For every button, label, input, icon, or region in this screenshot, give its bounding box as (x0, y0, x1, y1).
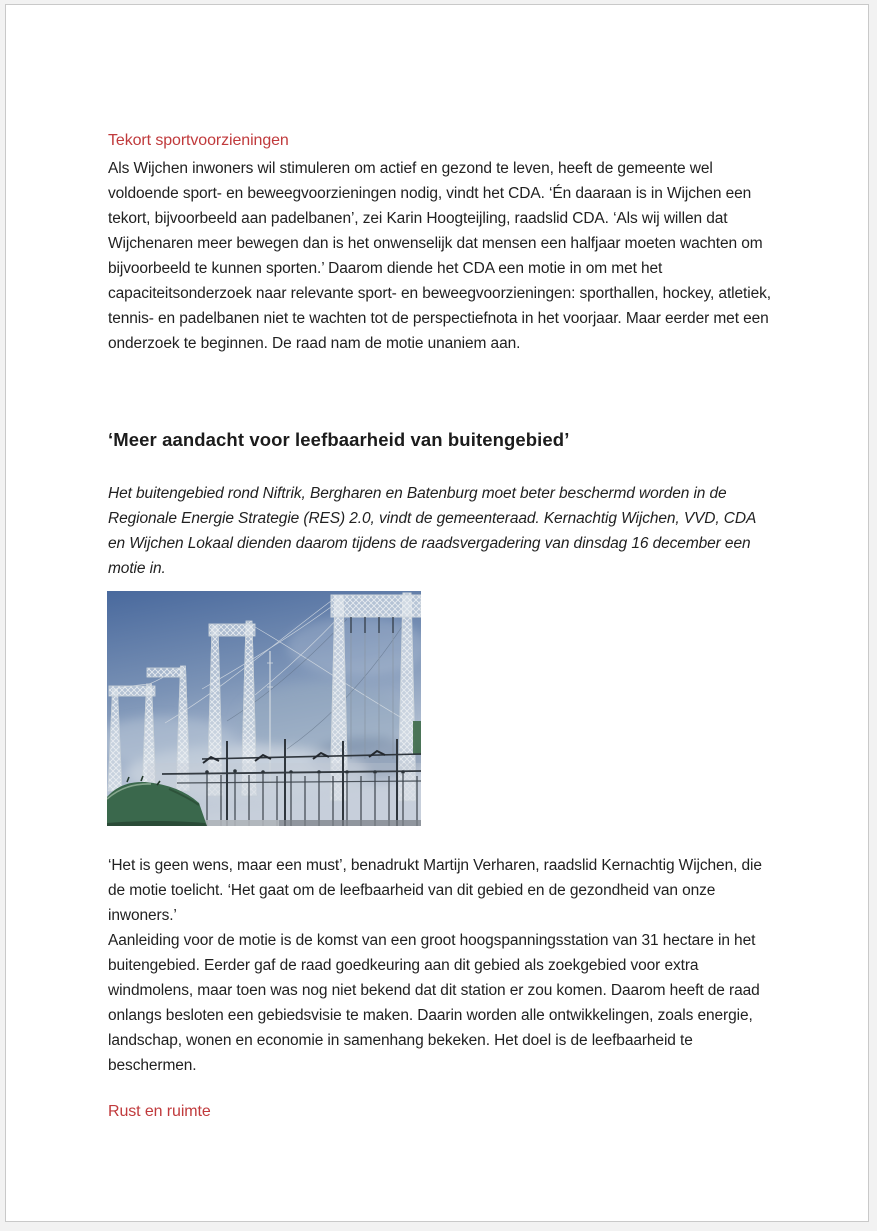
section-heading-tekort-sportvoorzieningen: Tekort sportvoorzieningen (108, 132, 289, 149)
paragraph-quote-verharen: ‘Het is geen wens, maar een must’, benadrukt Martijn Verharen, raadslid Kernachtig Wijchen, die de motie toelicht. ‘Het gaat om de leefbaarheid van dit gebied en de gezondheid van onze inwoners.’ (108, 857, 762, 924)
section-heading-rust-en-ruimte: Rust en ruimte (108, 1103, 211, 1120)
lede-buitengebied: Het buitengebied rond Niftrik, Bergharen en Batenburg moet beter beschermd worden in de Regionale Energie Strategie (RES) 2.0, vindt de gemeenteraad. Kernachtig Wijchen, VVD, CDA en Wijchen Lokaal dienden daarom tijdens de raadsvergadering van dinsdag 16 december een motie in. (108, 485, 756, 577)
paragraph-motie-aanleiding: Aanleiding voor de motie is de komst van een groot hoogspanningsstation van 31 hectare in het buitengebied. Eerder gaf de raad goedkeuring aan dit gebied als zoekgebied voor extra windmolens, maar toen was nog niet bekend dat dit station er zou komen. Daarom heeft de raad onlangs besloten een gebiedsvisie te maken. Daarin worden alle ontwikkelingen, zoals energie, landschap, wonen en economie in samenhang bekeken. Het doel is de leefbaarheid te beschermen. (108, 932, 760, 1074)
substation-photo (107, 591, 421, 826)
green-structure (413, 721, 421, 755)
paragraph-sportvoorzieningen: Als Wijchen inwoners wil stimuleren om actief en gezond te leven, heeft de gemeente wel voldoende sport- en beweegvoorzieningen nodig, vindt het CDA. ‘Én daaraan is in Wijchen een tekort, bijvoorbeeld aan padelbanen’, zei Karin Hoogteijling, raadslid CDA. ‘Als wij willen dat Wijchenaren meer bewegen dan is het onwenselijk dat mensen een halfjaar moeten wachten om bijvoorbeeld te kunnen sporten.’ Daarom diende het CDA een motie in om met het capaciteitsonderzoek naar relevante sport- en beweegvoorzieningen: sporthallen, hockey, atletiek, tennis- en padelbanen niet te wachten tot de perspectiefnota in het voorjaar. Maar eerder met een onderzoek te beginnen. De raad nam de motie unaniem aan. (108, 160, 771, 352)
section-heading-buitengebied: ‘Meer aandacht voor leefbaarheid van buitengebied’ (108, 429, 570, 450)
